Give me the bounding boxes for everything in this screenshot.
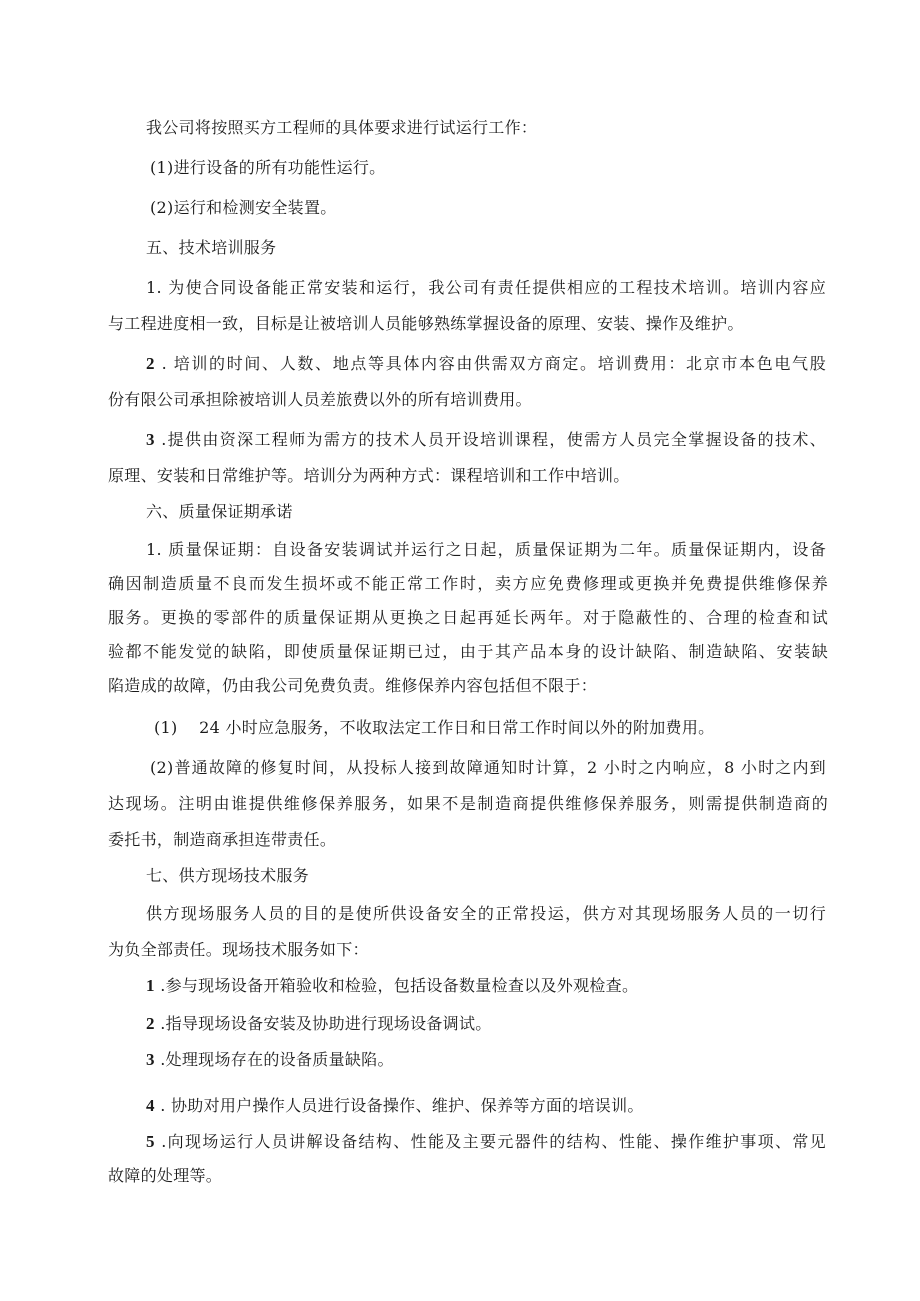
section6-p1-line4: 验都不能发觉的缺陷，即使质量保证期已过，由于其产品本身的设计缺陷、制造缺陷、安装缺 xyxy=(108,642,828,661)
section7-intro-line2: 为负全部责任。现场技术服务如下： xyxy=(108,940,369,959)
section6-p1-line2: 确因制造质量不良而发生损坏或不能正常工作时，卖方应免费修理或更换并免费提供维修保养 xyxy=(108,574,828,593)
section7-item-3-number: 3 xyxy=(146,1050,155,1069)
section6-item-2-line1: (2)普通故障的修复时间，从投标人接到故障通知时计算，2 小时之内响应，8 小时之内到 xyxy=(150,758,826,777)
section7-item-5-number: 5 xyxy=(146,1132,155,1151)
section7-item-3 xyxy=(146,1048,826,1072)
section7-item-4-text: . 协助对用户操作人员进行设备操作、维护、保养等方面的培误训。 xyxy=(154,1096,644,1115)
section7-item-5-line1 xyxy=(146,1130,826,1154)
section7-item-2-text: .指导现场设备安装及协助进行现场设备调试。 xyxy=(154,1014,492,1033)
intro-paragraph: 我公司将按照买方工程师的具体要求进行试运行工作： xyxy=(146,118,538,137)
section5-p2-line2: 份有限公司承担除被培训人员差旅费以外的所有培训费用。 xyxy=(108,390,532,409)
section5-p3-number: 3 xyxy=(146,430,155,449)
section7-item-1-number: 1 xyxy=(146,976,155,995)
section7-item-4 xyxy=(146,1094,826,1118)
section5-p3-line2: 原理、安装和日常维护等。培训分为两种方式：课程培训和工作中培训。 xyxy=(108,466,630,485)
trial-item-1: (1)进行设备的所有功能性运行。 xyxy=(150,158,386,177)
section6-item-2-line3: 委托书，制造商承担连带责任。 xyxy=(108,830,337,849)
section7-intro-line1: 供方现场服务人员的目的是使所供设备安全的正常投运，供方对其现场服务人员的一切行 xyxy=(146,904,826,923)
section7-item-5-line2: 故障的处理等。 xyxy=(108,1166,223,1185)
section7-item-1 xyxy=(146,974,826,998)
section6-item-2-line2: 达现场。注明由谁提供维修保养服务，如果不是制造商提供维修保养服务，则需提供制造商的 xyxy=(108,794,828,813)
section6-p1-line5: 陷造成的故障，仍由我公司免费负责。维修保养内容包括但不限于： xyxy=(108,676,598,695)
section5-heading: 五、技术培训服务 xyxy=(146,238,277,257)
section7-item-2 xyxy=(146,1012,826,1036)
section6-item-1: (1) 24 小时应急服务，不收取法定工作日和日常工作时间以外的附加费用。 xyxy=(154,718,715,737)
section5-p3-line1-text: .提供由资深工程师为需方的技术人员开设培训课程，使需方人员完全掌握设备的技术、 xyxy=(154,430,826,449)
trial-item-2: (2)运行和检测安全装置。 xyxy=(150,198,337,217)
section6-p1-line3: 服务。更换的零部件的质量保证期从更换之日起再延长两年。对于隐蔽性的、合理的检查和试 xyxy=(108,608,828,627)
section5-p2-line1 xyxy=(146,352,826,376)
section7-item-1-text: .参与现场设备开箱验收和检验，包括设备数量检查以及外观检查。 xyxy=(154,976,639,995)
section6-p1-line1: 1. 质量保证期：自设备安装调试并运行之日起，质量保证期为二年。质量保证期内，设备 xyxy=(146,540,826,559)
section7-item-4-number: 4 xyxy=(146,1096,155,1115)
section5-p3-line1 xyxy=(146,428,826,452)
section7-item-3-text: .处理现场存在的设备质量缺陷。 xyxy=(154,1050,394,1069)
section6-heading: 六、质量保证期承诺 xyxy=(146,502,293,521)
section5-p2-number: 2 xyxy=(146,354,155,373)
section5-p1-line1: 1. 为使合同设备能正常安装和运行，我公司有责任提供相应的工程技术培训。培训内容应 xyxy=(146,278,826,297)
section7-item-5-text: .向现场运行人员讲解设备结构、性能及主要元器件的结构、性能、操作维护事项、常见 xyxy=(154,1132,826,1151)
section5-p1-line2: 与工程进度相一致，目标是让被培训人员能够熟练掌握设备的原理、安装、操作及维护。 xyxy=(108,314,744,333)
section7-item-2-number: 2 xyxy=(146,1014,155,1033)
section5-p2-line1-text: . 培训的时间、人数、地点等具体内容由供需双方商定。培训费用：北京市本色电气股 xyxy=(154,354,826,373)
section7-heading: 七、供方现场技术服务 xyxy=(146,866,310,885)
